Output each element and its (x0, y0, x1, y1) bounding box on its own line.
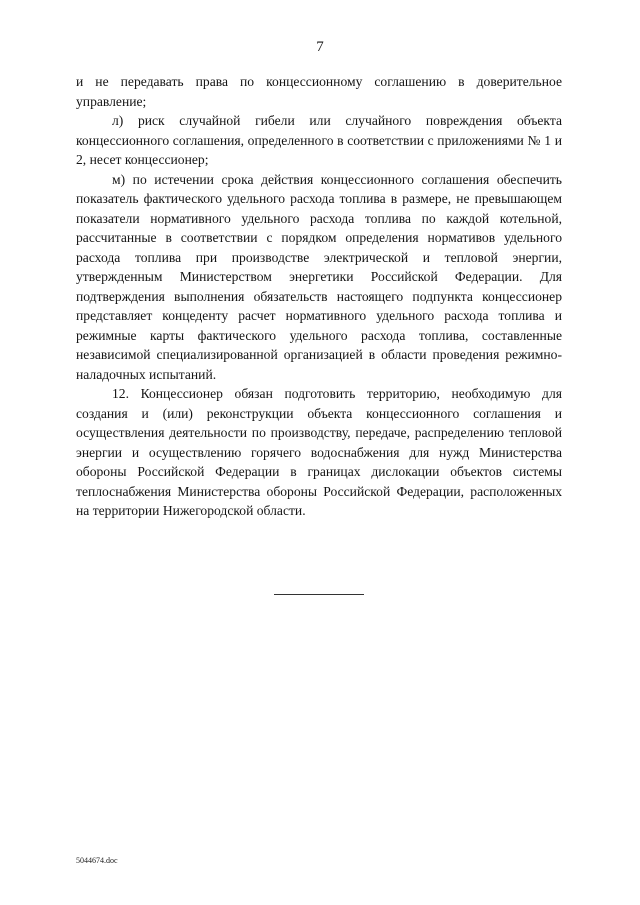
paragraph-item-m: м) по истечении срока действия концессионного соглашения обеспечить показатель фактического удельного расхода топлива в размере, не превышающем показатели нормативного удельного расхода топлива по каждой котельной, рассчитанные в соответствии с порядком определения нормативов удельного расхода топлива при производстве электрической и тепловой энергии, утвержденным Министерством энергетики Российской Федерации. Для подтверждения выполнения обязательств настоящего подпункта концессионер представляет концеденту расчет нормативного удельного расхода топлива и режимные карты фактического удельного расхода топлива, составленные независимой специализированной организацией в области проведения режимно-наладочных испытаний. (76, 171, 562, 382)
end-divider-line (274, 594, 364, 595)
footer-file-name: 5044674.doc (76, 856, 118, 865)
paragraph-item-l: л) риск случайной гибели или случайного повреждения объекта концессионного соглашения, определенного в соответствии с приложениями № 1 и 2, несет концессионер; (76, 113, 562, 167)
page-number: 7 (316, 39, 324, 55)
document-body (76, 72, 562, 521)
paragraph-clause-12: 12. Концессионер обязан подготовить территорию, необходимую для создания и (или) реконструкции объекта концессионного соглашения и осуществления деятельности по производству, передаче, распределению тепловой энергии и осуществлению горячего водоснабжения для нужд Министерства обороны Российской Федерации в границах дислокации объектов системы теплоснабжения Министерства обороны Российской Федерации, расположенных на территории Нижегородской области. (76, 386, 562, 518)
paragraph-continuation: и не передавать права по концессионному соглашению в доверительное управление; (76, 74, 562, 109)
